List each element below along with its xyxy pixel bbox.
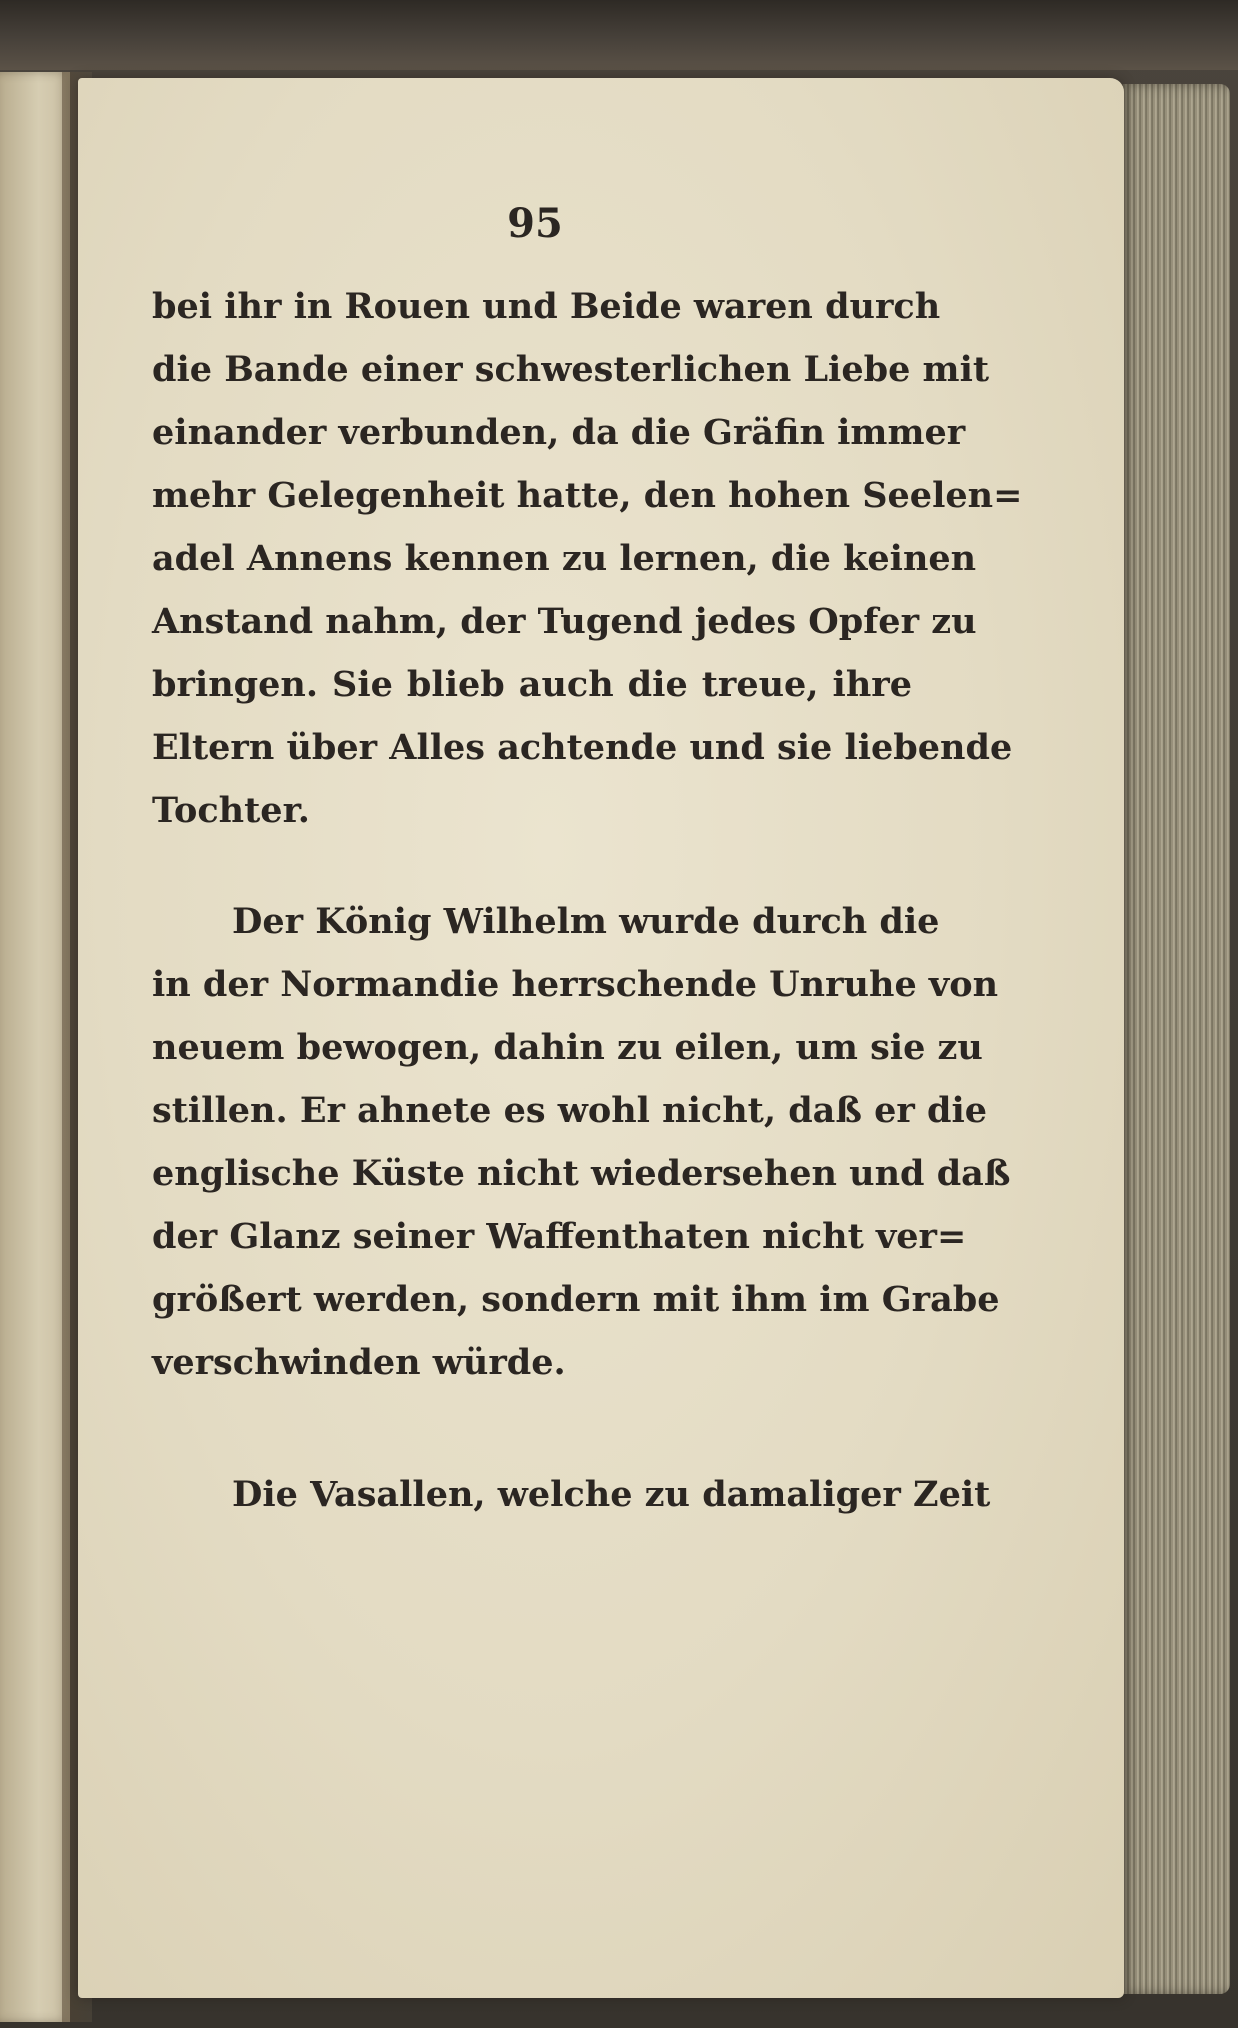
text-line: neuem bewogen, dahin zu eilen, um sie zu bbox=[152, 1027, 983, 1068]
text-line: adel Annens kennen zu lernen, die keinen bbox=[152, 538, 977, 579]
paragraph-2 bbox=[152, 890, 1011, 1394]
text-line: Die Vasallen, welche zu damaliger Zeit bbox=[232, 1474, 991, 1515]
text-line: mehr Gelegenheit hatte, den hohen Seelen= bbox=[152, 475, 1023, 516]
text-line: einander verbunden, da die Gräfin immer bbox=[152, 412, 966, 453]
page-stack-edges bbox=[1118, 84, 1230, 1994]
text-line: Eltern über Alles achtende und sie liebende bbox=[152, 727, 1013, 768]
text-line: der Glanz seiner Waffenthaten nicht ver= bbox=[152, 1216, 967, 1257]
paragraph-1 bbox=[152, 275, 1023, 842]
text-line: englische Küste nicht wiedersehen und daß bbox=[152, 1153, 1011, 1194]
facing-page-edge bbox=[0, 72, 70, 2022]
text-line: stillen. Er ahnete es wohl nicht, daß er die bbox=[152, 1090, 988, 1131]
text-line: die Bande einer schwesterlichen Liebe mit bbox=[152, 349, 990, 390]
text-line: größert werden, sondern mit ihm im Grabe bbox=[152, 1279, 1000, 1320]
text-line: Der König Wilhelm wurde durch die bbox=[232, 901, 940, 942]
text-line: verschwinden würde. bbox=[152, 1342, 566, 1383]
text-line: in der Normandie herrschende Unruhe von bbox=[152, 964, 999, 1005]
text-line: Anstand nahm, der Tugend jedes Opfer zu bbox=[152, 601, 977, 642]
text-line: bringen. Sie blieb auch die treue, ihre bbox=[152, 664, 912, 705]
text-line: Tochter. bbox=[152, 790, 310, 831]
page-number: 95 bbox=[507, 200, 563, 247]
text-line: bei ihr in Rouen und Beide waren durch bbox=[152, 286, 941, 327]
paragraph-3 bbox=[152, 1463, 991, 1526]
book-cover-edge bbox=[0, 0, 1238, 70]
